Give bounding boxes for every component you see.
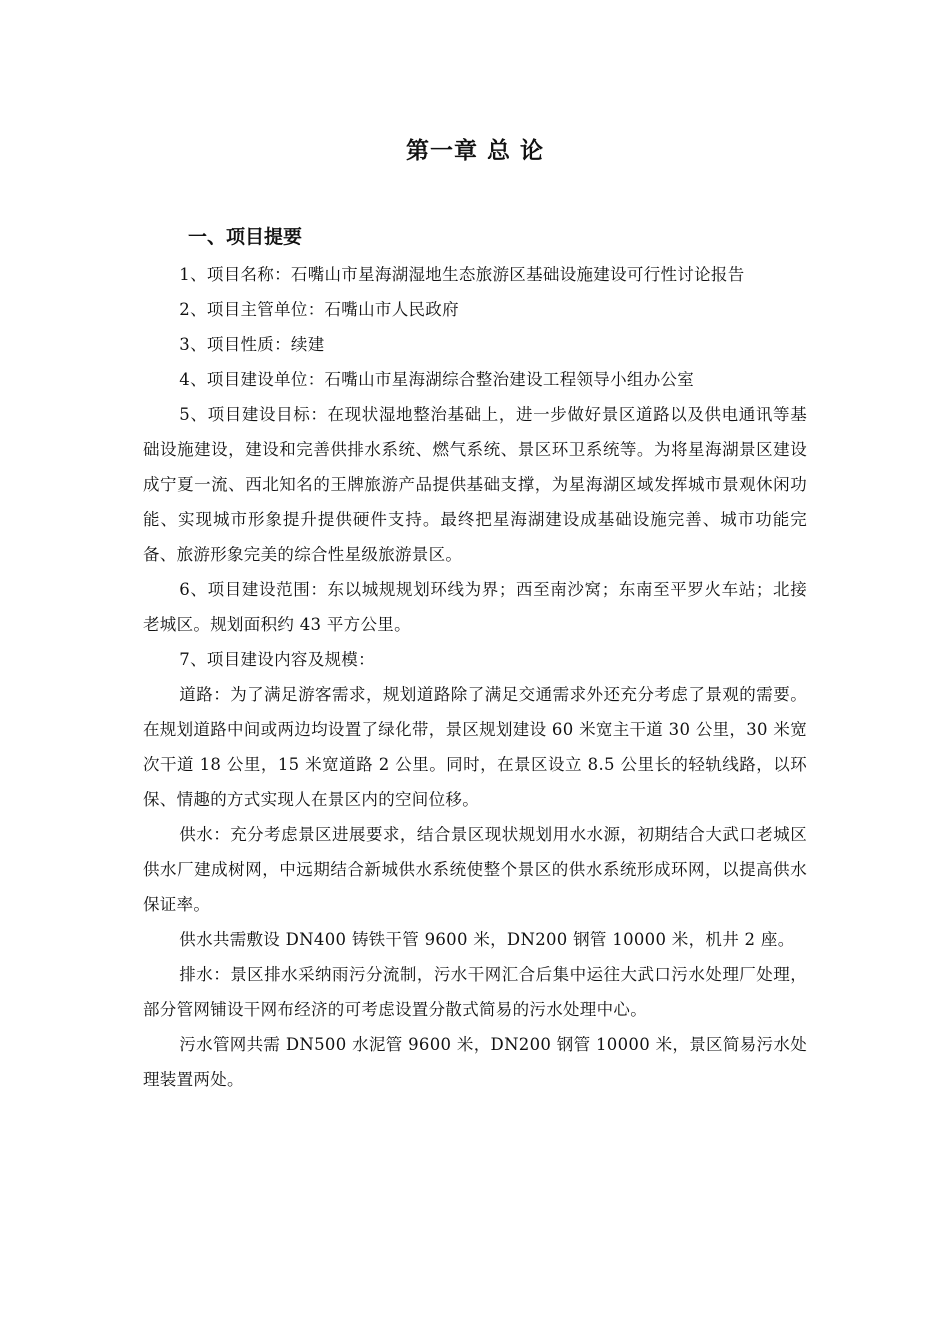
- paragraph-construction-unit: 4、项目建设单位：石嘴山市星海湖综合整治建设工程领导小组办公室: [179, 370, 695, 389]
- paragraph-water-supply: 供水：充分考虑景区进展要求，结合景区现状规划用水水源，初期结合大武口老城区供水厂建成树网，中远期结合新城供水系统使整个景区的供水系统形成环网，以提高供水保证率。: [143, 825, 807, 914]
- paragraph-drainage: 排水：景区排水采纳雨污分流制，污水干网汇合后集中运往大武口污水处理厂处理，部分管网铺设干网布经济的可考虑设置分散式简易的污水处理中心。: [143, 965, 807, 1019]
- paragraph-construction-scope: 6、项目建设范围：东以城规规划环线为界；西至南沙窝；东南至平罗火车站；北接老城区。规划面积约 43 平方公里。: [143, 580, 807, 634]
- chapter-title: 第一章 总 论: [405, 138, 544, 164]
- paragraph-project-name: 1、项目名称：石嘴山市星海湖湿地生态旅游区基础设施建设可行性讨论报告: [179, 265, 745, 284]
- body-text: [143, 257, 807, 1097]
- paragraph-supervising-unit: 2、项目主管单位：石嘴山市人民政府: [179, 300, 459, 319]
- paragraph-content-scale: 7、项目建设内容及规模：: [179, 650, 375, 669]
- paragraph-construction-goal: 5、项目建设目标：在现状湿地整治基础上，进一步做好景区道路以及供电通讯等基础设施建设，建设和完善供排水系统、燃气系统、景区环卫系统等。为将星海湖景区建设成宁夏一流、西北知名的王牌旅游产品提供基础支撑，为星海湖区域发挥城市景观休闲功能、实现城市形象提升提供硬件支持。最终把星海湖建设成基础设施完善、城市功能完备、旅游形象完美的综合性星级旅游景区。: [143, 405, 807, 564]
- section-heading: 一、项目提要: [188, 226, 303, 248]
- paragraph-sewage-pipes: 污水管网共需 DN500 水泥管 9600 米，DN200 钢管 10000 米，景区简易污水处理装置两处。: [143, 1035, 807, 1089]
- paragraph-water-pipes: 供水共需敷设 DN400 铸铁干管 9600 米，DN200 钢管 10000 米，机井 2 座。: [179, 930, 795, 949]
- paragraph-roads: 道路：为了满足游客需求，规划道路除了满足交通需求外还充分考虑了景观的需要。在规划道路中间或两边均设置了绿化带，景区规划建设 60 米宽主干道 30 公里，30 米宽次干道 18 公里，15 米宽道路 2 公里。同时，在景区设立 8.5 公里长的轻轨线路，以环保、情趣的方式实现人在景区内的空间位移。: [143, 685, 807, 809]
- paragraph-project-nature: 3、项目性质：续建: [179, 335, 325, 354]
